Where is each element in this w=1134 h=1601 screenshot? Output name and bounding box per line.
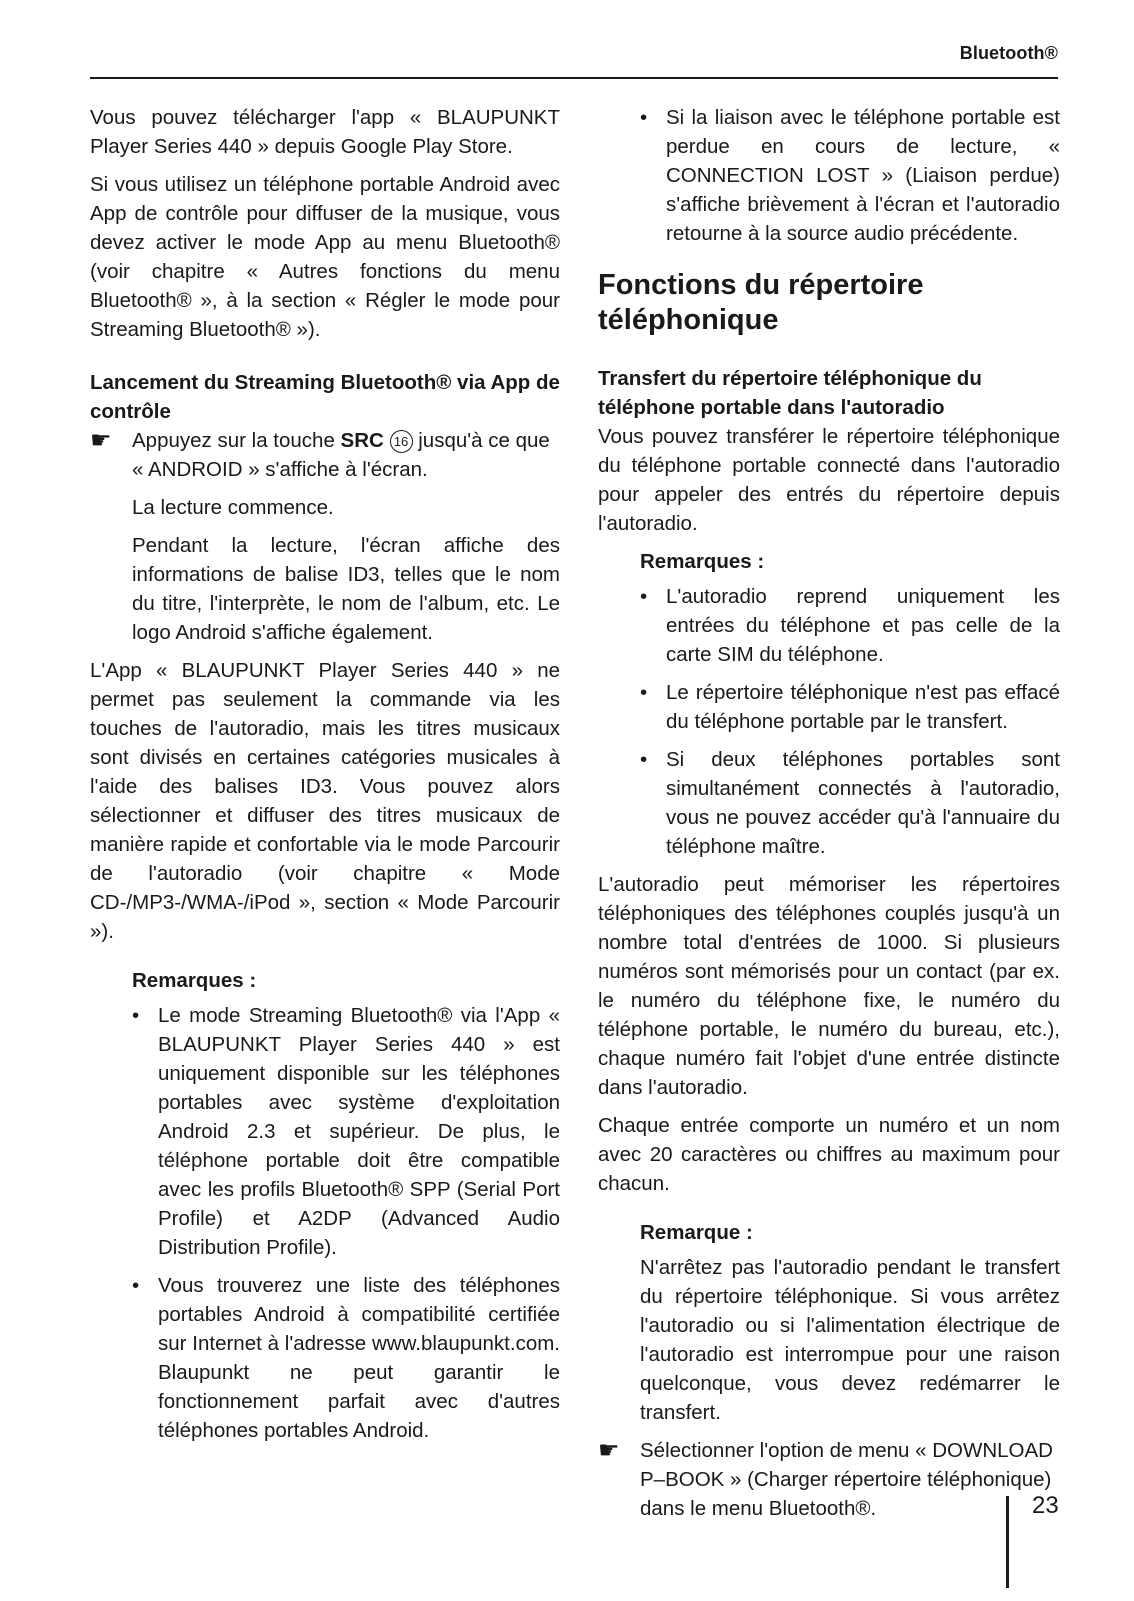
subheading: Lancement du Streaming Bluetooth® via App de contrôle <box>90 371 560 423</box>
note-title: Remarque : <box>640 1221 753 1244</box>
note-item: • Le répertoire téléphonique n'est pas effacé du téléphone portable par le transfert. <box>598 678 1060 736</box>
src-key-label: SRC <box>340 429 384 452</box>
action-step: ☛ Sélectionner l'option de menu « DOWNLOAD P–BOOK » (Charger répertoire téléphonique) dans le menu Bluetooth®. <box>598 1437 1053 1520</box>
pointing-hand-icon: ☛ <box>90 427 112 454</box>
note-item: • L'autoradio reprend uniquement les entrées du téléphone et pas celle de la carte SIM du téléphone. <box>598 582 1060 669</box>
circled-number-icon: 16 <box>390 430 413 453</box>
result-text: Pendant la lecture, l'écran affiche des informations de balise ID3, telles que le nom du titre, l'interprète, le nom de l'album, etc. Le logo Android s'affiche également. <box>132 534 560 644</box>
bullet-icon: • <box>640 585 648 608</box>
right-column <box>598 103 1060 1532</box>
running-header: Bluetooth® <box>959 43 1058 63</box>
paragraph: Vous pouvez télécharger l'app « BLAUPUNKT Player Series 440 » depuis Google Play Store. <box>90 106 560 158</box>
header-rule <box>90 77 1058 79</box>
paragraph: Vous pouvez transférer le répertoire téléphonique du téléphone portable connecté dans l'autoradio pour appeler des entrés du répertoire depuis l'autoradio. <box>598 425 1060 535</box>
notes-title: Remarques : <box>132 969 257 992</box>
paragraph: L'App « BLAUPUNKT Player Series 440 » ne permet pas seulement la commande via les touches de l'autoradio, mais les titres musicaux sont divisés en certaines catégories musicales à l'aide des balises ID3. Vous pouvez alors sélectionner et diffuser des titres musicaux de manière rapide et confortable via le mode Parcourir de l'autoradio (voir chapitre « Mode CD-/MP3-/WMA-/iPod », section « Mode Parcourir »). <box>90 659 560 943</box>
paragraph: L'autoradio peut mémoriser les répertoires téléphoniques des téléphones couplés jusqu'à un nombre total d'entrées de 1000. Si plusieurs numéros sont mémorisés pour un contact (par ex. le numéro du téléphone fixe, le numéro du téléphone portable, le numéro du bureau, etc.), chaque numéro fait l'objet d'une entrée distincte dans l'autoradio. <box>598 873 1060 1099</box>
bullet-icon: • <box>132 1274 140 1297</box>
bullet-icon: • <box>132 1004 140 1027</box>
paragraph: Si vous utilisez un téléphone portable Android avec App de contrôle pour diffuser de la musique, vous devez activer le mode App au menu Bluetooth® (voir chapitre « Autres fonctions du menu Bluetooth® », à la section « Régler le mode pour Streaming Bluetooth® »). <box>90 173 560 341</box>
note-item: • Si deux téléphones portables sont simultanément connectés à l'autoradio, vous ne pouvez accéder qu'à l'annuaire du téléphone maître. <box>598 745 1060 861</box>
page-number-rule <box>1006 1496 1009 1588</box>
bullet-icon: • <box>640 106 648 129</box>
page-number: 23 <box>1032 1492 1059 1519</box>
note-item: • Vous trouverez une liste des téléphones portables Android à compatibilité certifiée sur Internet à l'adresse www.blaupunkt.com. Blaupunkt ne peut garantir le fonctionnement parfait avec d'autres téléphones portables Android. <box>90 1271 560 1445</box>
note-item: • Si la liaison avec le téléphone portable est perdue en cours de lecture, « CONNECTION LOST » (Liaison perdue) s'affiche brièvement à l'écran et l'autoradio retourne à la source audio précédente. <box>598 103 1060 248</box>
result-text: La lecture commence. <box>132 496 334 519</box>
bullet-icon: • <box>640 748 648 771</box>
subheading: Transfert du répertoire téléphonique du téléphone portable dans l'autoradio <box>598 367 982 419</box>
bullet-icon: • <box>640 681 648 704</box>
notes-title: Remarques : <box>640 550 765 573</box>
pointing-hand-icon: ☛ <box>598 1437 620 1464</box>
left-column <box>90 103 560 1454</box>
note-text: N'arrêtez pas l'autoradio pendant le transfert du répertoire téléphonique. Si vous arrêtez l'autoradio ou si l'alimentation électrique de l'autoradio est interrompue pour une raison quelconque, vous devez redémarrer le transfert. <box>640 1256 1060 1424</box>
section-heading: Fonctions du répertoire téléphonique <box>598 269 924 336</box>
action-step: ☛ Appuyez sur la touche SRC 16 jusqu'à ce que « ANDROID » s'affiche à l'écran. <box>90 427 550 481</box>
note-item: • Le mode Streaming Bluetooth® via l'App « BLAUPUNKT Player Series 440 » est uniquement disponible sur les téléphones portables avec système d'exploitation Android 2.3 et supérieur. De plus, le téléphone portable doit être compatible avec les profils Bluetooth® SPP (Serial Port Profile) et A2DP (Advanced Audio Distribution Profile). <box>90 1001 560 1262</box>
paragraph: Chaque entrée comporte un numéro et un nom avec 20 caractères ou chiffres au maximum pour chacun. <box>598 1114 1060 1195</box>
